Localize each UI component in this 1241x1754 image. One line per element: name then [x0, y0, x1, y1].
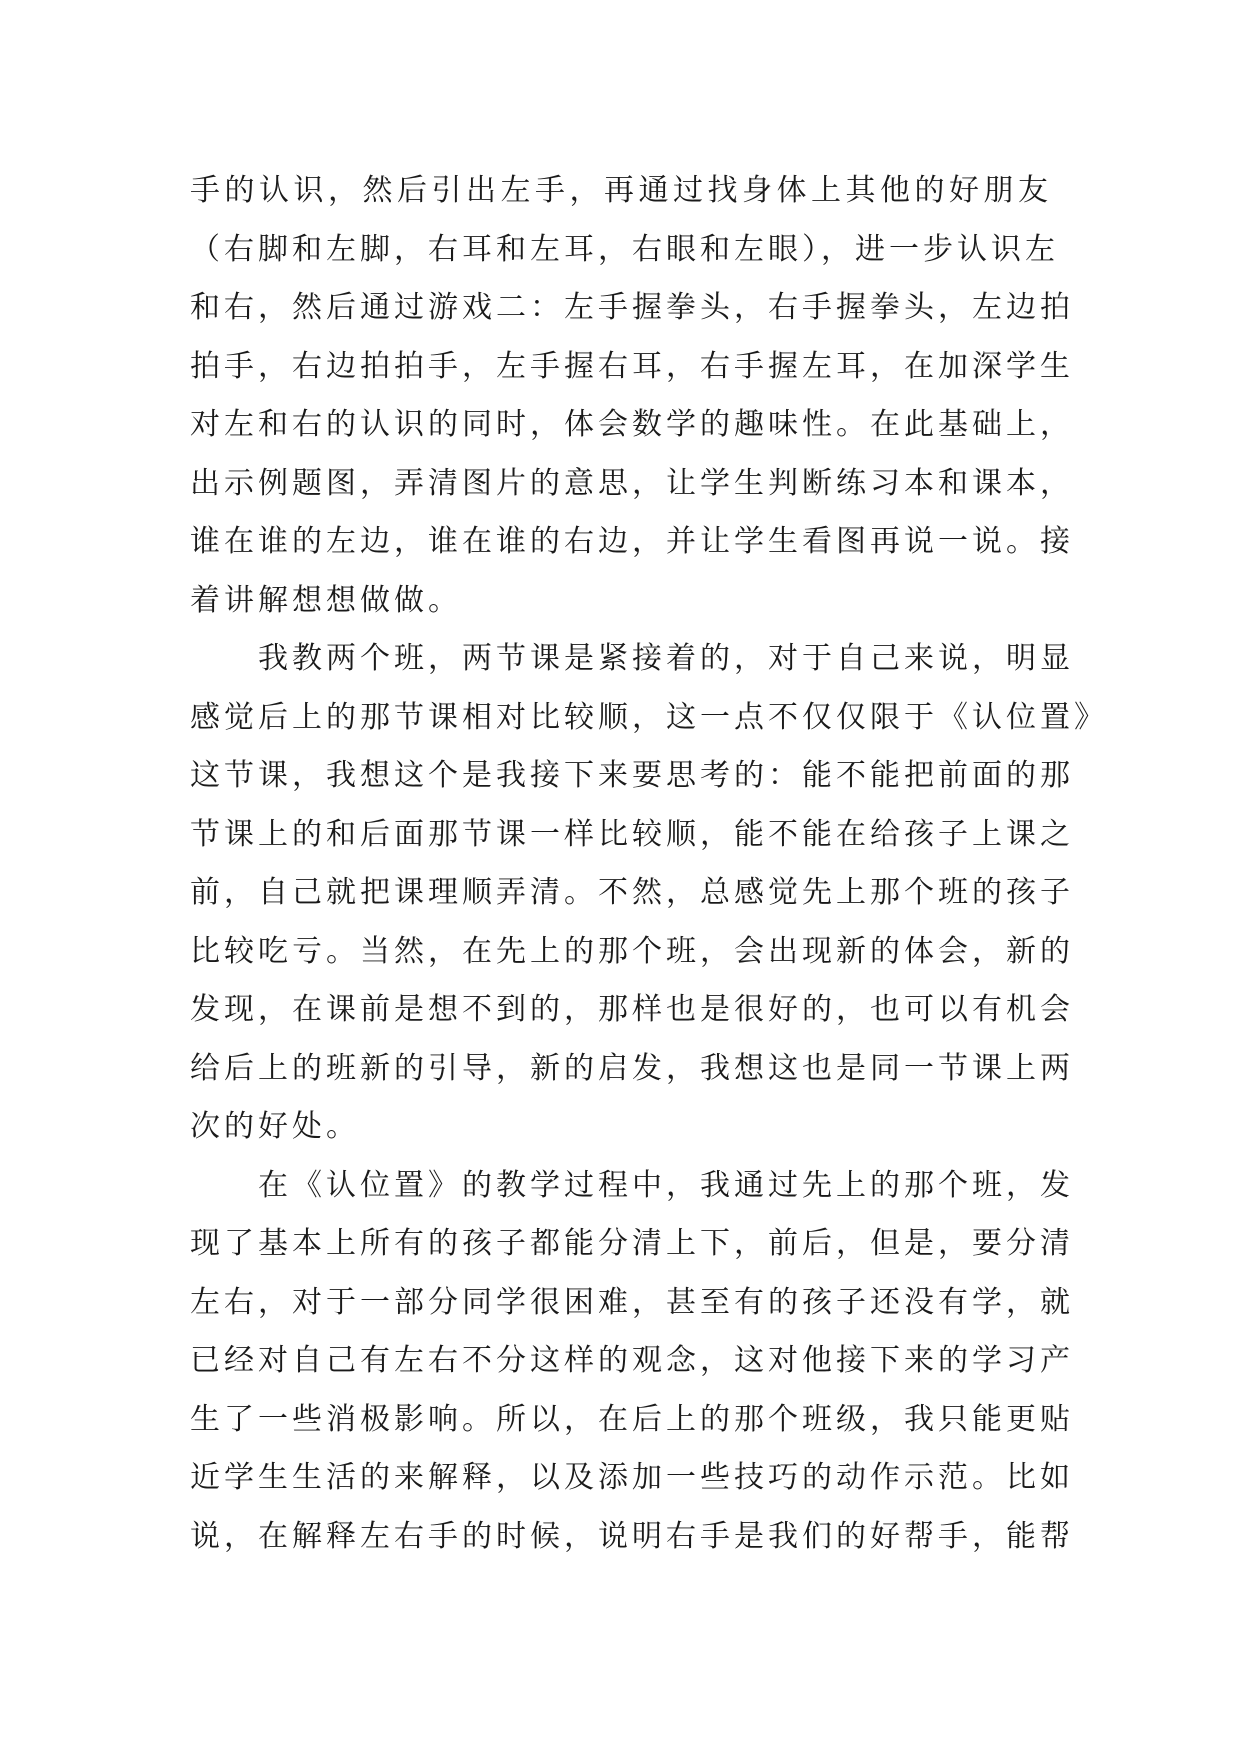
text-line: 给后上的班新的引导，新的启发，我想这也是同一节课上两	[190, 1050, 1074, 1086]
text-line: 已经对自己有左右不分这样的观念，这对他接下来的学习产	[190, 1343, 1074, 1378]
text-line: 谁在谁的左边，谁在谁的右边，并让学生看图再说一说。接	[190, 524, 1074, 559]
text-line: 着讲解想想做做。	[190, 582, 462, 618]
text-line: 说，在解释左右手的时候，说明右手是我们的好帮手，能帮	[190, 1518, 1074, 1554]
text-line: 前，自己就把课理顺弄清。不然，总感觉先上那个班的孩子	[190, 875, 1074, 910]
text-line: 手的认识，然后引出左手，再通过找身体上其他的好朋友	[190, 173, 1052, 208]
text-line: 节课上的和后面那节课一样比较顺，能不能在给孩子上课之	[190, 816, 1074, 852]
text-line: 生了一些消极影响。所以，在后上的那个班级，我只能更贴	[190, 1401, 1074, 1437]
text-line: 发现，在课前是想不到的，那样也是很好的，也可以有机会	[190, 992, 1074, 1027]
text-line: （右脚和左脚，右耳和左耳，右眼和左眼），进一步认识左	[190, 231, 1059, 267]
text-line: 左右，对于一部分同学很困难，甚至有的孩子还没有学，就	[190, 1284, 1074, 1320]
text-line: 次的好处。	[190, 1109, 360, 1144]
text-line: 我教两个班，两节课是紧接着的，对于自己来说，明显	[258, 641, 1074, 676]
document-body	[190, 162, 1108, 1566]
text-line: 对左和右的认识的同时，体会数学的趣味性。在此基础上，	[190, 407, 1074, 442]
text-line: 现了基本上所有的孩子都能分清上下，前后，但是，要分清	[190, 1226, 1074, 1261]
text-line: 和右，然后通过游戏二：左手握拳头，右手握拳头，左边拍	[190, 290, 1074, 325]
text-line: 出示例题图，弄清图片的意思，让学生判断练习本和课本，	[190, 465, 1074, 501]
text-line: 近学生生活的来解释，以及添加一些技巧的动作示范。比如	[190, 1460, 1074, 1495]
text-line: 比较吃亏。当然，在先上的那个班，会出现新的体会，新的	[190, 933, 1074, 969]
text-line: 在《认位置》的教学过程中，我通过先上的那个班，发	[258, 1167, 1074, 1203]
paragraph-3	[190, 1157, 1074, 1567]
paragraph-1	[190, 162, 1074, 630]
text-line: 感觉后上的那节课相对比较顺，这一点不仅仅限于《认位置》	[190, 699, 1108, 735]
text-line: 这节课，我想这个是我接下来要思考的：能不能把前面的那	[190, 758, 1074, 793]
paragraph-2	[190, 630, 1108, 1157]
text-line: 拍手，右边拍拍手，左手握右耳，右手握左耳，在加深学生	[190, 348, 1074, 384]
